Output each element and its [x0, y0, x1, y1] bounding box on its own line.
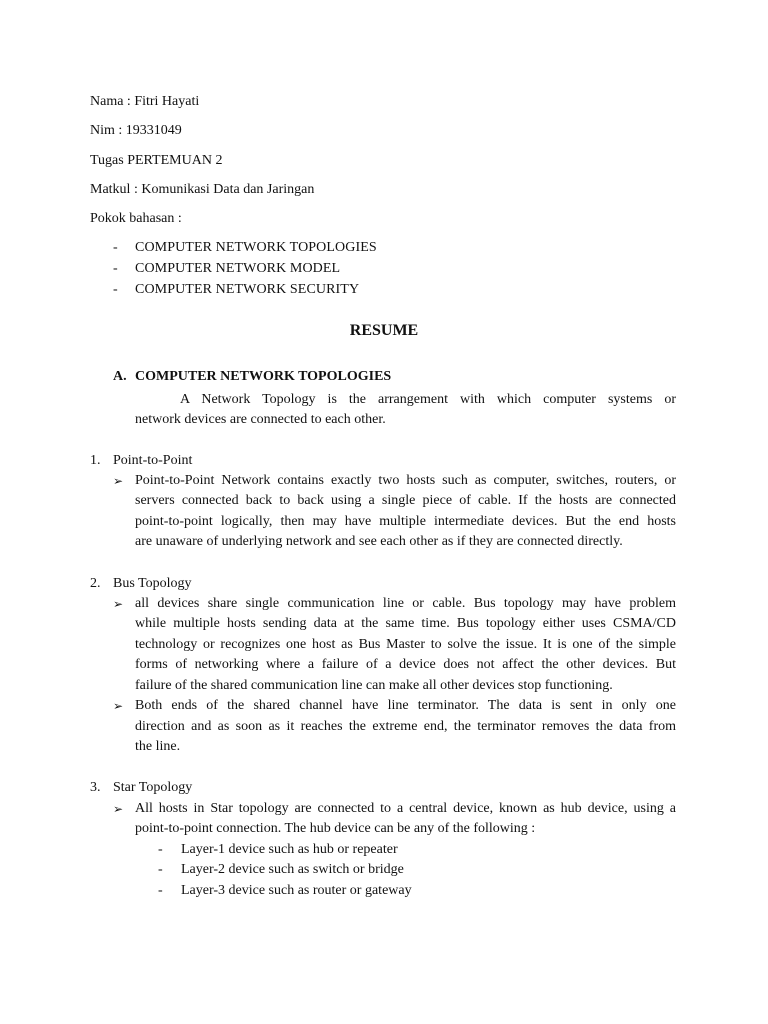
paragraph-line: the line. — [135, 739, 181, 754]
paragraph-line: servers connected back to back using a single piece of cable. If the hosts are connected — [135, 493, 676, 508]
paragraph-line: direction and as soon as it reaches the extreme end, the terminator removes the data from — [135, 719, 676, 734]
paragraph-line: are unaware of underlying network and see each other as if they are connected directly. — [135, 534, 623, 549]
paragraph-line: all devices share single communication line or cable. Bus topology may have problem — [135, 596, 676, 611]
item-title: Bus Topology — [113, 576, 192, 591]
paragraph-line: technology or recognizes one host as Bus Master to solve the issue. It is one of the simple — [135, 637, 676, 652]
section-letter: A. — [113, 369, 127, 384]
section-heading-text: COMPUTER NETWORK TOPOLOGIES — [135, 369, 392, 384]
list-dash: - — [113, 240, 118, 255]
resume-title: RESUME — [349, 322, 419, 339]
numbered-heading — [90, 574, 192, 595]
sub-list-item: Layer-2 device such as switch or bridge — [181, 862, 404, 877]
student-nim: Nim : 19331049 — [90, 123, 182, 138]
list-dash: - — [113, 282, 118, 297]
student-name: Nama : Fitri Hayati — [90, 94, 200, 109]
item-number: 2. — [90, 576, 101, 591]
arrow-bullet-icon: ➢ — [113, 597, 124, 611]
paragraph-line: All hosts in Star topology are connected to a central device, known as hub device, using a — [135, 801, 676, 816]
sub-list-item: Layer-1 device such as hub or repeater — [181, 842, 398, 857]
list-dash: - — [158, 862, 163, 877]
numbered-heading — [90, 451, 192, 472]
topic-item: COMPUTER NETWORK TOPOLOGIES — [135, 240, 377, 255]
item-title: Point-to-Point — [113, 453, 193, 468]
section-a-heading — [113, 367, 391, 388]
topic-item: COMPUTER NETWORK MODEL — [135, 261, 341, 276]
arrow-bullet-icon: ➢ — [113, 699, 124, 713]
item-number: 1. — [90, 453, 101, 468]
topic-item: COMPUTER NETWORK SECURITY — [135, 282, 360, 297]
section-intro-line: A Network Topology is the arrangement with which computer systems or — [180, 392, 676, 407]
item-number: 3. — [90, 780, 101, 795]
paragraph-line: Both ends of the shared channel have line terminator. The data is sent in only one — [135, 698, 676, 713]
paragraph-line: failure of the shared communication line can make all other devices stop functioning. — [135, 678, 613, 693]
paragraph-line: Point-to-Point Network contains exactly two hosts such as computer, switches, routers, or — [135, 473, 676, 488]
item-title: Star Topology — [113, 780, 193, 795]
list-dash: - — [158, 842, 163, 857]
course-name: Matkul : Komunikasi Data dan Jaringan — [90, 182, 315, 197]
paragraph-line: point-to-point connection. The hub device can be any of the following : — [135, 821, 536, 836]
section-intro-line: network devices are connected to each other. — [135, 412, 386, 427]
paragraph-line: while multiple hosts sending data at the same time. Bus topology either uses CSMA/CD — [135, 616, 676, 631]
paragraph-line: point-to-point logically, then may have multiple intermediate devices. But the end hosts — [135, 514, 676, 529]
assignment-title: Tugas PERTEMUAN 2 — [90, 153, 223, 168]
list-dash: - — [158, 883, 163, 898]
topics-label: Pokok bahasan : — [90, 211, 182, 226]
sub-list-item: Layer-3 device such as router or gateway — [181, 883, 412, 898]
paragraph-line: forms of networking where a failure of a device does not affect the other devices. But — [135, 657, 676, 672]
numbered-heading — [90, 778, 192, 799]
arrow-bullet-icon: ➢ — [113, 802, 124, 816]
list-dash: - — [113, 261, 118, 276]
arrow-bullet-icon: ➢ — [113, 474, 124, 488]
